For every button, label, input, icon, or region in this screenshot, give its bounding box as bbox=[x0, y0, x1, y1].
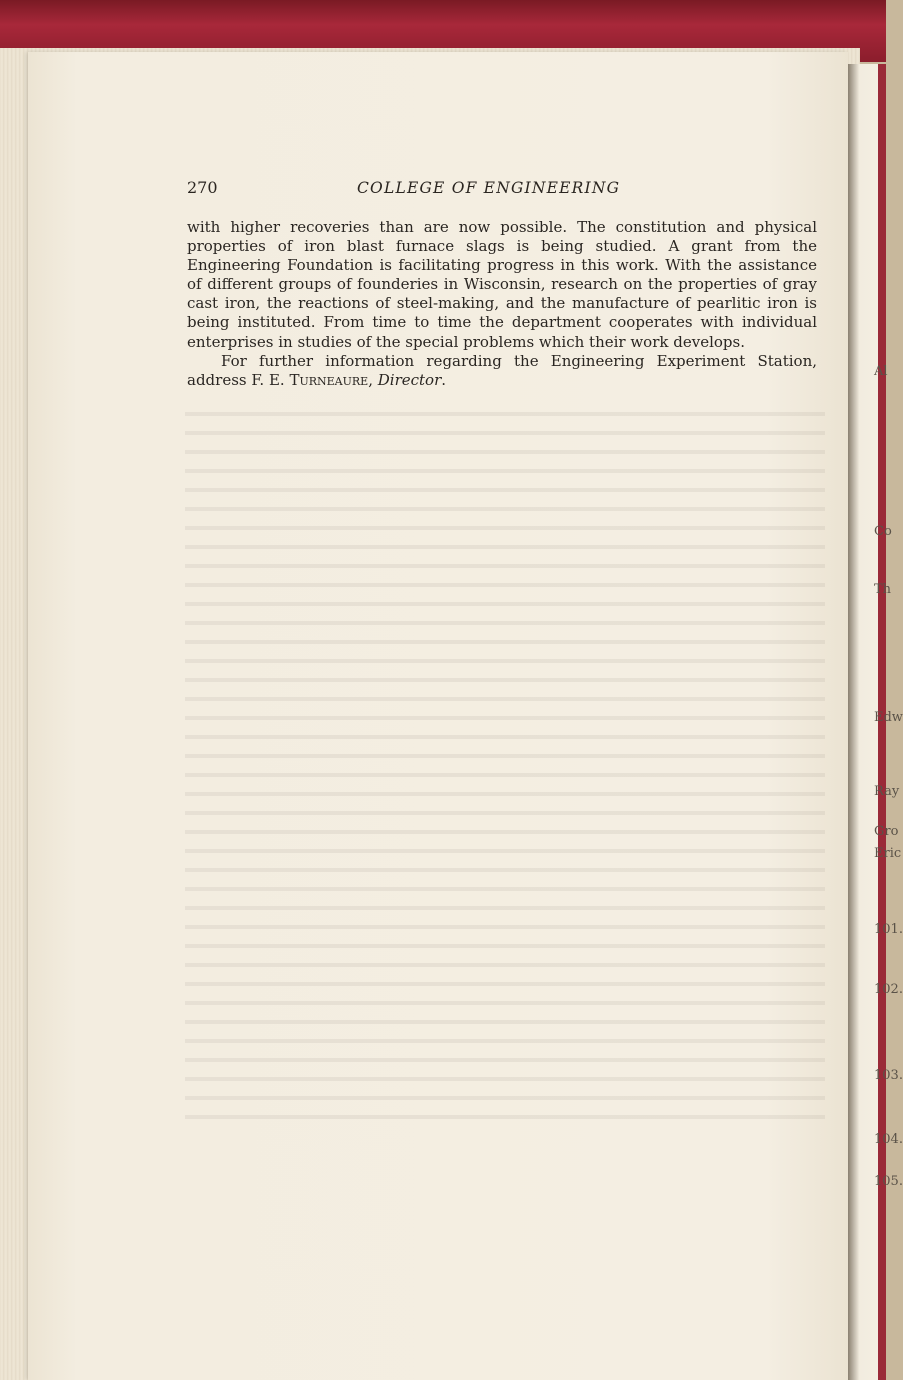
director-name: Turneaure bbox=[289, 370, 369, 389]
adjacent-fragment: 101. bbox=[874, 922, 903, 937]
paragraph-1: with higher recoveries than are now possible. The constitution and physical properties of iron blast furnace slags is being studied. A grant from the Engineering Foundation is facilitating progress in this work. With the assistance of different groups of founderies in Wisconsin, research on the properties of gray cast iron, the reactions of steel-making, and the manufacture of pearlitic iron is being instituted. From time to time the department cooperates with individual enterprises in studies of the special problems which their work develops. bbox=[187, 218, 817, 351]
adjacent-fragment: 105. bbox=[874, 1174, 903, 1189]
show-through-text bbox=[185, 400, 825, 1120]
director-title: Director bbox=[377, 370, 442, 389]
paragraph-2-lead: For further information regarding the Engineering Experiment Station, address F. E. bbox=[187, 351, 817, 389]
adjacent-page bbox=[848, 64, 903, 1380]
adjacent-fragment: 103. bbox=[874, 1068, 903, 1083]
paragraph-2 bbox=[187, 352, 817, 390]
page-header bbox=[187, 178, 817, 202]
adjacent-fragment: Gro bbox=[874, 824, 899, 839]
adjacent-fragment: Ray bbox=[874, 784, 900, 799]
adjacent-fragment: Th bbox=[874, 582, 892, 597]
running-head: COLLEGE OF ENGINEERING bbox=[357, 179, 621, 197]
adjacent-fragment: Co bbox=[874, 524, 892, 539]
adjacent-fragment: Al bbox=[874, 364, 888, 379]
adjacent-fragment: 102. bbox=[874, 982, 903, 997]
adjacent-fragment: Edw bbox=[874, 710, 903, 725]
director-separator: , bbox=[368, 370, 378, 389]
adjacent-fragment: 104. bbox=[874, 1132, 903, 1147]
paragraph-2-end: . bbox=[441, 370, 447, 389]
adjacent-fragment: Eric bbox=[874, 846, 902, 861]
body-text bbox=[187, 218, 817, 390]
page-number: 270 bbox=[187, 178, 218, 197]
